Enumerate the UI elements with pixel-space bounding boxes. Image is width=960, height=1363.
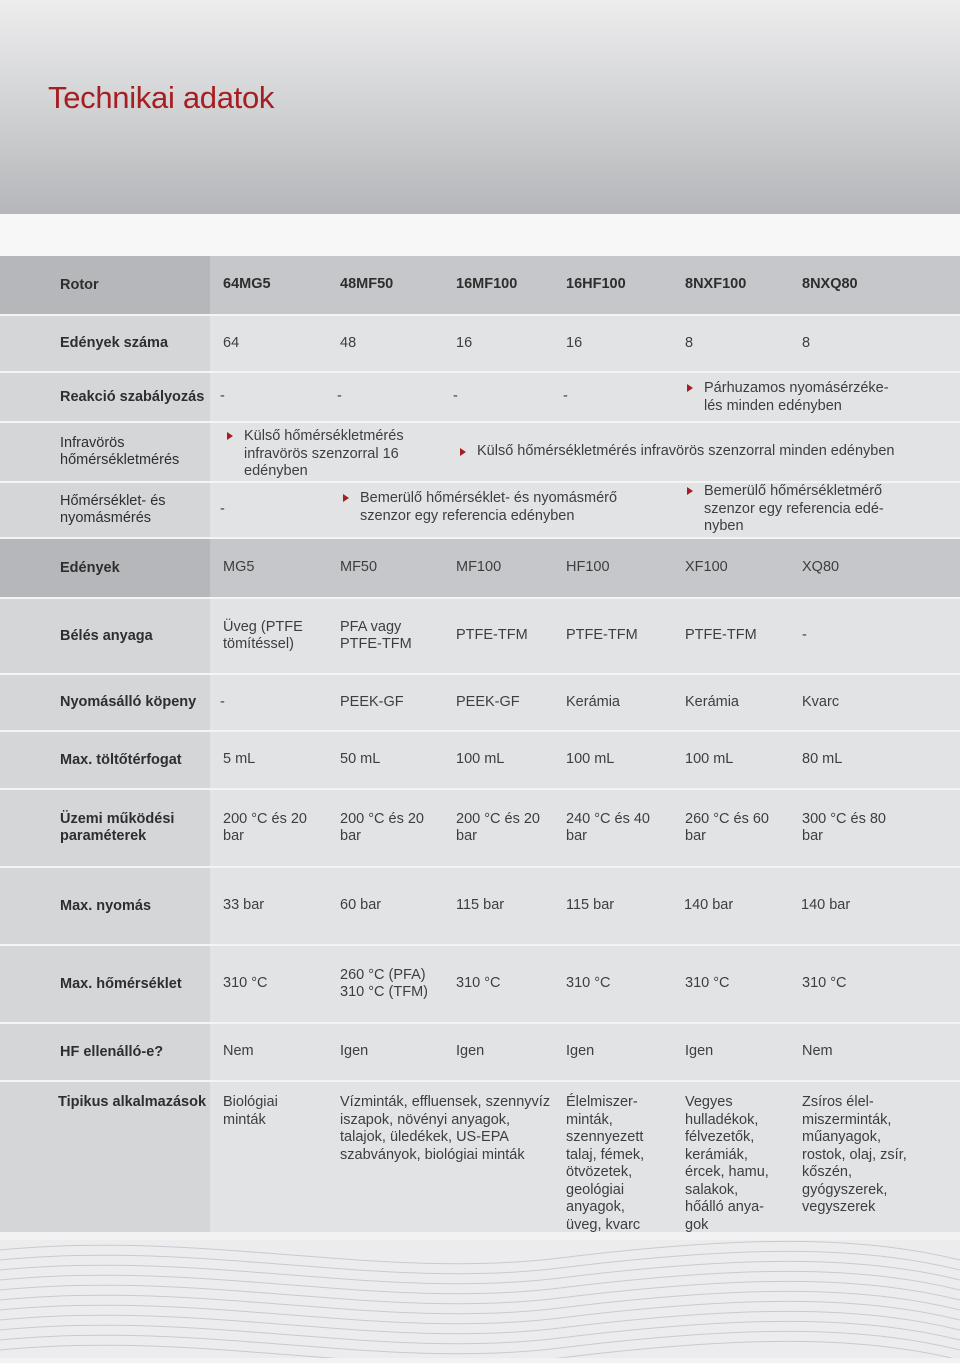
cell: 100 mL: [456, 751, 505, 768]
table-row-operating: [0, 790, 960, 868]
row-label: Max. nyomás: [0, 868, 210, 944]
row-label: Hőmérséklet- és nyomásmérés: [0, 483, 210, 537]
cell: Vegyes hulladékok, félvezetők, kerámiák, ércek, hamu, salakok, hőálló anya- gok: [685, 1094, 769, 1233]
cell: 64: [223, 334, 240, 351]
cell: 310 °C: [802, 975, 847, 992]
cell: 115 bar: [566, 897, 615, 914]
cell: 8: [802, 334, 811, 351]
cell: -: [453, 388, 458, 405]
cell: Kvarc: [802, 693, 840, 710]
cell: -: [802, 627, 807, 644]
cell: Élelmiszer- minták, szennyezett talaj, fémek, ötvözetek, geológiai anyagok, üveg, kvarc: [566, 1094, 645, 1233]
cell-bullet: Külső hőmérsékletmérés infravörös szenzorral 16 edényben: [227, 423, 427, 481]
cell: Igen: [340, 1043, 369, 1060]
cell-bullet: Párhuzamos nyomásérzéke- lés minden edényben: [687, 373, 892, 421]
cell: 8: [685, 334, 694, 351]
cell: XF100: [685, 559, 728, 576]
cell: 64MG5: [223, 276, 271, 293]
cell: 140 bar: [801, 897, 851, 914]
cell-bullet: Bemerülő hőmérséklet- és nyomásmérő szenzor egy referencia edényben: [343, 483, 653, 537]
arrow-bullet-icon: [343, 494, 349, 502]
cell: MG5: [223, 559, 255, 576]
arrow-bullet-icon: [687, 487, 693, 495]
cell: 300 °C és 80 bar: [802, 810, 886, 844]
row-label: Infravörös hőmérsékletmérés: [0, 423, 210, 481]
cell: 200 °C és 20 bar: [223, 810, 307, 844]
cell: Üveg (PTFE tömítéssel): [223, 618, 303, 652]
cell: Vízminták, effluensek, szennyvíz iszapok, növényi anyagok, talajok, üledékek, US-EPA szabványok, biológiai minták: [340, 1094, 551, 1163]
row-label: Max. töltőtérfogat: [0, 732, 210, 788]
cell: -: [337, 388, 342, 405]
cell: Nem: [802, 1043, 833, 1060]
table-row-max-temp: [0, 946, 960, 1024]
cell: 16HF100: [566, 276, 626, 293]
cell: PTFE-TFM: [566, 627, 638, 644]
table-row-vessels: [0, 539, 960, 599]
table-row-rotor: [0, 256, 960, 316]
table-row-vessel-count: [0, 316, 960, 373]
cell: 33 bar: [223, 897, 265, 914]
cell: MF50: [340, 559, 378, 576]
page-title: Technikai adatok: [48, 80, 275, 115]
cell: 200 °C és 20 bar: [456, 810, 540, 844]
cell: PEEK-GF: [456, 693, 520, 710]
cell: Igen: [685, 1043, 714, 1060]
table-row-liner: [0, 599, 960, 675]
cell: 16MF100: [456, 276, 518, 293]
cell: 310 °C: [566, 975, 611, 992]
table-row-max-pressure: [0, 868, 960, 946]
cell: XQ80: [802, 559, 840, 576]
row-label: HF ellenálló-e?: [0, 1024, 210, 1080]
table-row-temp-pressure: [0, 483, 960, 539]
row-label: Max. hőmérséklet: [0, 946, 210, 1022]
cell: 310 °C: [685, 975, 730, 992]
wave-decoration: [0, 1240, 960, 1358]
cell: 8NXQ80: [802, 276, 858, 293]
row-label: Üzemi működési paraméterek: [0, 790, 210, 866]
cell: 60 bar: [340, 897, 382, 914]
row-label: Rotor: [0, 256, 210, 314]
spacer: [0, 214, 960, 256]
cell: -: [220, 693, 225, 710]
row-label: Reakció szabályozás: [0, 373, 210, 421]
cell-bullet: Bemerülő hőmérsékletmérő szenzor egy referencia edé- nyben: [687, 483, 897, 537]
cell: 260 °C és 60 bar: [685, 810, 769, 844]
table-row-applications: [0, 1082, 960, 1232]
wave-lines-icon: [0, 1240, 960, 1358]
cell-bullet: Külső hőmérsékletmérés infravörös szenzorral minden edényben: [460, 423, 894, 481]
cell: MF100: [456, 559, 502, 576]
cell: PEEK-GF: [340, 693, 404, 710]
cell: 115 bar: [456, 897, 505, 914]
cell: Kerámia: [566, 693, 620, 710]
cell: Nem: [223, 1043, 254, 1060]
row-label: Bélés anyaga: [0, 599, 210, 673]
cell: 8NXF100: [685, 276, 747, 293]
cell: HF100: [566, 559, 610, 576]
cell: Igen: [456, 1043, 485, 1060]
row-label: Edények száma: [0, 316, 210, 371]
cell: 310 °C: [223, 975, 268, 992]
cell: 16: [456, 334, 473, 351]
cell: 240 °C és 40 bar: [566, 810, 650, 844]
arrow-bullet-icon: [460, 448, 466, 456]
cell: 310 °C: [456, 975, 501, 992]
cell: 48: [340, 334, 357, 351]
table-row-reaction-control: [0, 373, 960, 423]
table-row-ir-temp: [0, 423, 960, 483]
cell: 80 mL: [802, 751, 843, 768]
cell: PTFE-TFM: [456, 627, 528, 644]
cell: PTFE-TFM: [685, 627, 757, 644]
cell: 5 mL: [223, 751, 256, 768]
header-banner: [0, 0, 960, 214]
cell: Biológiai minták: [223, 1094, 278, 1128]
table-row-jacket: [0, 675, 960, 732]
cell: -: [220, 501, 225, 518]
table-row-hf: [0, 1024, 960, 1082]
cell: 260 °C (PFA) 310 °C (TFM): [340, 966, 428, 1000]
cell: 50 mL: [340, 751, 381, 768]
cell: 16: [566, 334, 583, 351]
row-label: Edények: [0, 539, 210, 597]
arrow-bullet-icon: [227, 432, 233, 440]
spec-table: [0, 256, 960, 1232]
arrow-bullet-icon: [687, 384, 693, 392]
table-row-max-fill: [0, 732, 960, 790]
cell: 48MF50: [340, 276, 394, 293]
row-label: Nyomásálló köpeny: [0, 675, 210, 730]
row-label: Tipikus alkalmazások: [0, 1082, 210, 1232]
cell: Kerámia: [685, 693, 739, 710]
cell: -: [220, 388, 225, 405]
cell: 200 °C és 20 bar: [340, 810, 424, 844]
cell: -: [563, 388, 568, 405]
cell: Igen: [566, 1043, 595, 1060]
cell: 140 bar: [684, 897, 734, 914]
cell: PFA vagy PTFE-TFM: [340, 618, 412, 652]
cell: Zsíros élel- miszerminták, műanyagok, rostok, olaj, zsír, kőszén, gyógyszerek, vegyszerek: [802, 1094, 907, 1215]
cell: 100 mL: [685, 751, 734, 768]
cell: 100 mL: [566, 751, 615, 768]
